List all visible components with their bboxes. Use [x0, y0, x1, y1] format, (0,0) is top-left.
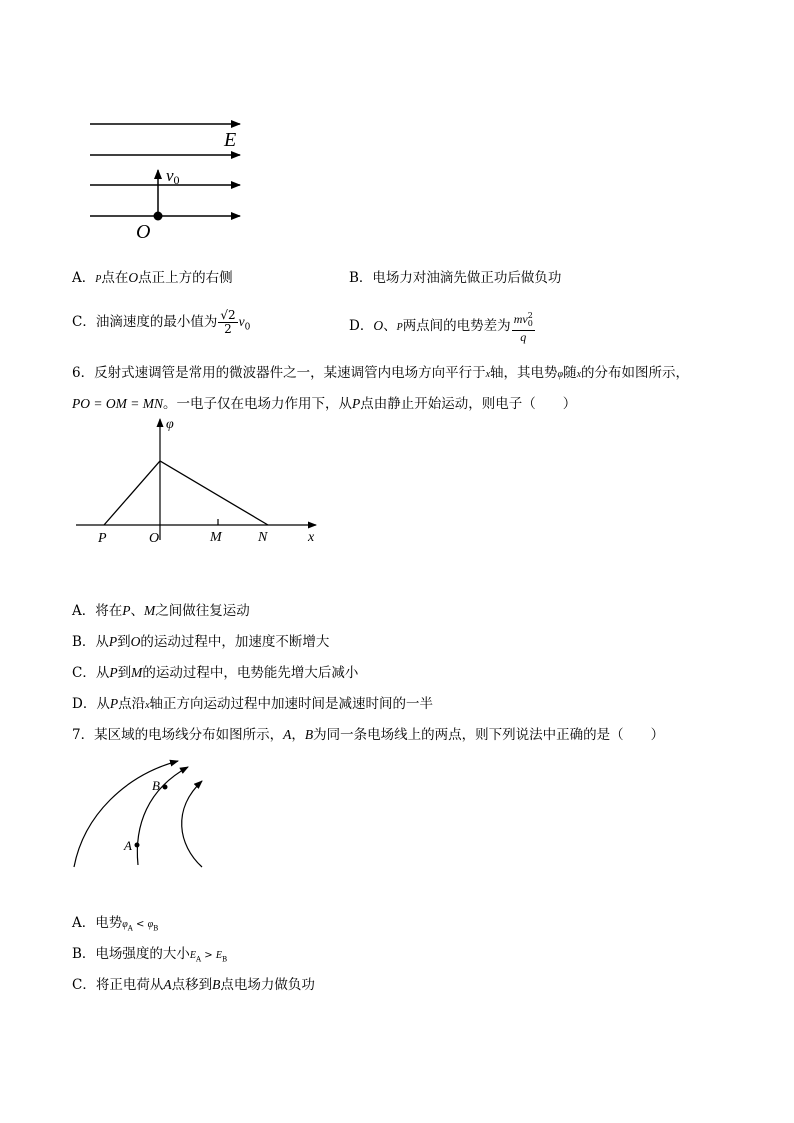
q5-option-d: D．O、P两点间的电势差为 $\frac{mv^2_0}{q}$: [349, 311, 533, 345]
point-B-dot: [163, 785, 168, 790]
curved-field-lines-figure: [66, 755, 216, 875]
point-label-B: B: [152, 778, 160, 793]
axis-label-x: x: [308, 530, 315, 545]
point-label-P: P: [98, 531, 107, 546]
q5-option-b: B．电场力对油滴先做正功后做负功: [349, 270, 562, 286]
point-label-M: M: [210, 530, 222, 545]
velocity-label: v0: [166, 166, 180, 187]
q7-stem: 7．某区域的电场线分布如图所示，A，B为同一条电场线上的两点，则下列说法中正确的是（ ）: [72, 727, 665, 743]
point-label-A: A: [124, 838, 132, 853]
q7-option-b: B．电场强度的大小$E_A > E_B$: [72, 946, 228, 964]
origin-label-O: O: [136, 221, 151, 243]
field-line-inner: [182, 781, 202, 867]
q5-option-a: A．P点在O点正上方的右侧: [72, 270, 233, 286]
particle-dot: [154, 212, 163, 221]
point-label-O: O: [149, 531, 160, 546]
point-label-N: N: [258, 530, 268, 545]
q7-option-c: C．将正电荷从A点移到B点电场力做负功: [72, 977, 315, 993]
q6-option-c: C．从P到M的运动过程中，电势能先增大后减小: [72, 665, 359, 681]
q6-option-d: D．从P点沿x轴正方向运动过程中加速时间是减速时间的一半: [72, 696, 434, 712]
potential-curve: [104, 461, 268, 525]
q5-option-c: C．油滴速度的最小值为 $\frac{√2}{2}$ $v_0$: [72, 308, 251, 336]
point-A-dot: [135, 843, 140, 848]
potential-graph: [72, 415, 332, 550]
q6-option-b: B．从P到O的运动过程中，加速度不断增大: [72, 634, 330, 650]
q7-option-a: A．电势$\varphi_A < \varphi_B$: [72, 915, 159, 933]
uniform-field-figure: [80, 115, 260, 245]
q6-option-a: A．将在P、M之间做往复运动: [72, 603, 250, 619]
field-label-E: E: [224, 129, 237, 151]
q6-stem-line2: PO = OM = MN。一电子仅在电场力作用下，从P点由静止开始运动，则电子（ ）: [72, 396, 577, 412]
field-line-middle: [137, 767, 188, 865]
q6-stem-line1: 6．反射式速调管是常用的微波器件之一，某速调管内电场方向平行于x轴，其电势φ随x的分布如图所示，: [72, 365, 690, 381]
axis-label-phi: φ: [166, 417, 174, 432]
